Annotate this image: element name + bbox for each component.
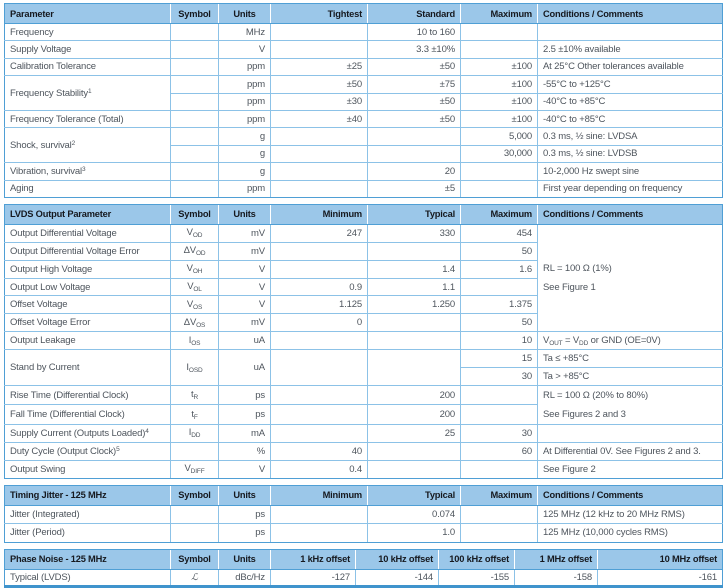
value-cell	[368, 332, 461, 350]
value-cell	[271, 41, 368, 58]
param-cell: Duty Cycle (Output Clock)$^5$	[5, 442, 171, 460]
conditions-cell: 10-2,000 Hz swept sine	[538, 163, 723, 180]
value-cell: ±100	[461, 110, 538, 127]
value-cell: ±30	[271, 93, 368, 110]
table-row	[5, 180, 723, 197]
units-cell: MHz	[219, 24, 271, 41]
column-header-units: Units	[219, 485, 271, 505]
value-cell: 200	[368, 385, 461, 405]
conditions-cell: First year depending on frequency	[538, 180, 723, 197]
param-cell: Rise Time (Differential Clock)	[5, 385, 171, 405]
value-cell	[461, 385, 538, 405]
units-cell: ps	[219, 505, 271, 524]
units-cell: ps	[219, 385, 271, 405]
value-cell: 1.125	[271, 296, 368, 314]
units-cell: V	[219, 460, 271, 478]
conditions-line: See Figure 1	[543, 282, 596, 294]
conditions-cell: $V_{OUT} = V_{DD}$ or GND (OE=0V)	[538, 332, 723, 350]
value-cell: -161	[598, 569, 723, 586]
spec-table-jitter	[4, 485, 723, 543]
table-row	[5, 350, 723, 368]
units-cell: uA	[219, 350, 271, 386]
value-cell: 60	[461, 442, 538, 460]
units-cell: V	[219, 41, 271, 58]
conditions-cell	[538, 424, 723, 442]
value-cell: 0.4	[271, 460, 368, 478]
value-cell: ±100	[461, 93, 538, 110]
value-cell	[368, 350, 461, 386]
column-header-maximum: Maximum	[461, 4, 538, 24]
param-cell: Calibration Tolerance	[5, 58, 171, 75]
symbol-cell: $\Delta V_{OS}$	[171, 314, 219, 332]
table-row	[5, 442, 723, 460]
value-cell: 50	[461, 242, 538, 260]
param-cell: Shock, survival$^2$	[5, 128, 171, 163]
units-cell: ppm	[219, 58, 271, 75]
conditions-cell: Ta ≤ +85°C	[538, 350, 723, 368]
param-cell: Offset Voltage Error	[5, 314, 171, 332]
column-header-typical: Typical	[368, 485, 461, 505]
conditions-cell: -55°C to +125°C	[538, 76, 723, 93]
units-cell: mV	[219, 242, 271, 260]
value-cell	[368, 128, 461, 145]
value-cell	[271, 180, 368, 197]
column-header-10-khz-offset: 10 kHz offset	[356, 549, 439, 569]
conditions-cell: 0.3 ms, ½ sine: LVDSB	[538, 145, 723, 162]
param-cell: Jitter (Integrated)	[5, 505, 171, 524]
symbol-cell	[171, 505, 219, 524]
conditions-cell: 2.5 ±10% available	[538, 41, 723, 58]
column-header-units: Units	[219, 4, 271, 24]
symbol-cell	[171, 128, 219, 145]
header-row	[5, 549, 723, 569]
value-cell	[271, 260, 368, 278]
value-cell: ±50	[368, 58, 461, 75]
column-header-typical: Typical	[368, 204, 461, 224]
value-cell	[368, 145, 461, 162]
units-cell: ps	[219, 524, 271, 543]
table-row	[5, 41, 723, 58]
value-cell	[368, 460, 461, 478]
header-row	[5, 4, 723, 24]
table-row	[5, 524, 723, 543]
param-cell: Output Low Voltage	[5, 278, 171, 296]
symbol-cell: $\Delta V_{OD}$	[171, 242, 219, 260]
param-cell: Output Differential Voltage	[5, 224, 171, 242]
symbol-cell	[171, 145, 219, 162]
column-header-conditions-comments: Conditions / Comments	[538, 4, 723, 24]
value-cell	[271, 424, 368, 442]
value-cell	[271, 385, 368, 405]
param-cell: Frequency	[5, 24, 171, 41]
column-header-tightest: Tightest	[271, 4, 368, 24]
value-cell	[461, 24, 538, 41]
value-cell: ±50	[368, 110, 461, 127]
table-row	[5, 163, 723, 180]
value-cell: ±100	[461, 58, 538, 75]
units-cell: V	[219, 278, 271, 296]
value-cell: 5,000	[461, 128, 538, 145]
conditions-cell: See Figure 2	[538, 460, 723, 478]
value-cell	[368, 242, 461, 260]
units-cell: ppm	[219, 76, 271, 93]
param-cell: Fall Time (Differential Clock)	[5, 405, 171, 425]
symbol-cell: $V_{OD}$	[171, 224, 219, 242]
value-cell: ±75	[368, 76, 461, 93]
value-cell: 25	[368, 424, 461, 442]
value-cell: 1.1	[368, 278, 461, 296]
value-cell	[461, 460, 538, 478]
value-cell: ±50	[271, 76, 368, 93]
value-cell: 10	[461, 332, 538, 350]
param-cell: Frequency Stability$^1$	[5, 76, 171, 111]
symbol-cell: $I_{OS}$	[171, 332, 219, 350]
param-cell: Stand by Current	[5, 350, 171, 386]
units-cell: mV	[219, 314, 271, 332]
conditions-line: See Figures 2 and 3	[543, 408, 626, 420]
param-cell: Output Swing	[5, 460, 171, 478]
value-cell	[271, 505, 368, 524]
value-cell	[461, 524, 538, 543]
section-title-header: Phase Noise - 125 MHz	[5, 549, 171, 569]
symbol-cell	[171, 76, 219, 93]
column-header-symbol: Symbol	[171, 549, 219, 569]
table-row	[5, 128, 723, 145]
units-cell: mA	[219, 424, 271, 442]
param-cell: Supply Current (Outputs Loaded)$^4$	[5, 424, 171, 442]
value-cell	[461, 405, 538, 425]
units-cell: ps	[219, 405, 271, 425]
column-header-conditions-comments: Conditions / Comments	[538, 204, 723, 224]
column-header-conditions-comments: Conditions / Comments	[538, 485, 723, 505]
conditions-cell: -40°C to +85°C	[538, 93, 723, 110]
units-cell: g	[219, 145, 271, 162]
section-title-header: Timing Jitter - 125 MHz	[5, 485, 171, 505]
units-cell: ppm	[219, 93, 271, 110]
header-row	[5, 485, 723, 505]
table-row	[5, 332, 723, 350]
value-cell: 20	[368, 163, 461, 180]
symbol-cell: $V_{OS}$	[171, 296, 219, 314]
value-cell: 15	[461, 350, 538, 368]
column-header-10-mhz-offset: 10 MHz offset	[598, 549, 723, 569]
value-cell: ±50	[368, 93, 461, 110]
column-header-symbol: Symbol	[171, 485, 219, 505]
symbol-cell	[171, 110, 219, 127]
conditions-line: RL = 100 Ω (1%)	[543, 263, 612, 275]
symbol-cell: $t_F$	[171, 405, 219, 425]
symbol-cell: $I_{DD}$	[171, 424, 219, 442]
section-title-header: LVDS Output Parameter	[5, 204, 171, 224]
column-header-100-khz-offset: 100 kHz offset	[439, 549, 515, 569]
value-cell: 30	[461, 368, 538, 386]
value-cell	[271, 128, 368, 145]
value-cell: 1.6	[461, 260, 538, 278]
value-cell: 3.3 ±10%	[368, 41, 461, 58]
column-header-symbol: Symbol	[171, 204, 219, 224]
table-row	[5, 460, 723, 478]
value-cell	[461, 278, 538, 296]
value-cell	[461, 163, 538, 180]
conditions-cell: At 25°C Other tolerances available	[538, 58, 723, 75]
value-cell: ±25	[271, 58, 368, 75]
value-cell: 1.4	[368, 260, 461, 278]
symbol-cell	[171, 24, 219, 41]
value-cell: ±40	[271, 110, 368, 127]
param-cell: Output Differential Voltage Error	[5, 242, 171, 260]
value-cell: 1.250	[368, 296, 461, 314]
value-cell	[271, 332, 368, 350]
value-cell: ±5	[368, 180, 461, 197]
param-cell: Offset Voltage	[5, 296, 171, 314]
symbol-cell: $V_{DIFF}$	[171, 460, 219, 478]
conditions-cell: At Differential 0V. See Figures 2 and 3.	[538, 442, 723, 460]
value-cell	[271, 24, 368, 41]
value-cell: 30	[461, 424, 538, 442]
conditions-cell: Ta > +85°C	[538, 368, 723, 386]
value-cell: 0.074	[368, 505, 461, 524]
symbol-cell	[171, 442, 219, 460]
conditions-cell: 125 MHz (12 kHz to 20 MHz RMS)	[538, 505, 723, 524]
column-header-1-khz-offset: 1 kHz offset	[271, 549, 356, 569]
symbol-cell: $I_{OSD}$	[171, 350, 219, 386]
value-cell	[461, 505, 538, 524]
value-cell: 1.0	[368, 524, 461, 543]
symbol-cell: $V_{OH}$	[171, 260, 219, 278]
conditions-cell	[538, 224, 723, 331]
spec-table-lvds	[4, 204, 723, 479]
spec-table-general	[4, 3, 723, 198]
conditions-cell: -40°C to +85°C	[538, 110, 723, 127]
symbol-cell: ℒ	[171, 569, 219, 586]
symbol-cell: $V_{OL}$	[171, 278, 219, 296]
value-cell: 0	[271, 314, 368, 332]
column-header-1-mhz-offset: 1 MHz offset	[515, 549, 598, 569]
conditions-cell	[538, 385, 723, 424]
value-cell: -155	[439, 569, 515, 586]
column-header-units: Units	[219, 204, 271, 224]
value-cell	[368, 314, 461, 332]
param-cell: Typical (LVDS)	[5, 569, 171, 586]
units-cell: %	[219, 442, 271, 460]
value-cell	[271, 242, 368, 260]
param-cell: Supply Voltage	[5, 41, 171, 58]
symbol-cell	[171, 93, 219, 110]
column-header-maximum: Maximum	[461, 485, 538, 505]
units-cell: mV	[219, 224, 271, 242]
symbol-cell	[171, 163, 219, 180]
value-cell	[461, 180, 538, 197]
value-cell: 1.375	[461, 296, 538, 314]
units-cell: g	[219, 163, 271, 180]
column-header-minimum: Minimum	[271, 204, 368, 224]
table-row	[5, 424, 723, 442]
value-cell: 0.9	[271, 278, 368, 296]
section-title-header: Parameter	[5, 4, 171, 24]
symbol-cell	[171, 58, 219, 75]
table-row	[5, 224, 723, 242]
value-cell: 10 to 160	[368, 24, 461, 41]
param-cell: Vibration, survival$^3$	[5, 163, 171, 180]
units-cell: ppm	[219, 110, 271, 127]
column-header-maximum: Maximum	[461, 204, 538, 224]
units-cell: uA	[219, 332, 271, 350]
conditions-cell	[538, 24, 723, 41]
value-cell	[271, 405, 368, 425]
column-header-standard: Standard	[368, 4, 461, 24]
units-cell: g	[219, 128, 271, 145]
value-cell: ±100	[461, 76, 538, 93]
symbol-cell	[171, 180, 219, 197]
units-cell: V	[219, 260, 271, 278]
value-cell: 454	[461, 224, 538, 242]
conditions-cell: 0.3 ms, ½ sine: LVDSA	[538, 128, 723, 145]
spec-table-phase-noise	[4, 549, 723, 588]
value-cell: 50	[461, 314, 538, 332]
param-cell: Frequency Tolerance (Total)	[5, 110, 171, 127]
symbol-cell: $t_R$	[171, 385, 219, 405]
param-cell: Output High Voltage	[5, 260, 171, 278]
table-row	[5, 110, 723, 127]
conditions-line: RL = 100 Ω (20% to 80%)	[543, 389, 648, 401]
column-header-units: Units	[219, 549, 271, 569]
table-row	[5, 58, 723, 75]
symbol-cell	[171, 524, 219, 543]
value-cell: 247	[271, 224, 368, 242]
table-row	[5, 76, 723, 93]
header-row	[5, 204, 723, 224]
table-row	[5, 24, 723, 41]
table-row	[5, 385, 723, 405]
value-cell: 330	[368, 224, 461, 242]
conditions-cell: 125 MHz (10,000 cycles RMS)	[538, 524, 723, 543]
value-cell: 40	[271, 442, 368, 460]
table-row	[5, 505, 723, 524]
column-header-symbol: Symbol	[171, 4, 219, 24]
value-cell	[461, 41, 538, 58]
value-cell: -127	[271, 569, 356, 586]
units-cell: ppm	[219, 180, 271, 197]
symbol-cell	[171, 41, 219, 58]
value-cell	[271, 145, 368, 162]
param-cell: Aging	[5, 180, 171, 197]
value-cell: -144	[356, 569, 439, 586]
param-cell: Output Leakage	[5, 332, 171, 350]
column-header-minimum: Minimum	[271, 485, 368, 505]
param-cell: Jitter (Period)	[5, 524, 171, 543]
value-cell: 200	[368, 405, 461, 425]
units-cell: V	[219, 296, 271, 314]
value-cell	[368, 442, 461, 460]
value-cell: 30,000	[461, 145, 538, 162]
value-cell	[271, 524, 368, 543]
units-cell: dBc/Hz	[219, 569, 271, 586]
value-cell	[271, 163, 368, 180]
value-cell: -158	[515, 569, 598, 586]
value-cell	[271, 350, 368, 386]
